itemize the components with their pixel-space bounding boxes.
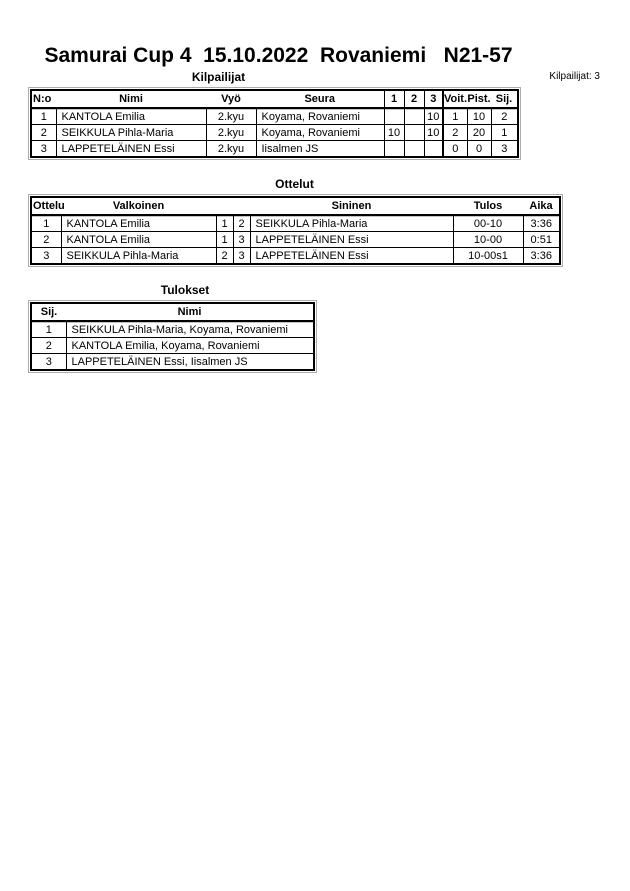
table-row (31, 108, 518, 125)
match-time: 3:36 (523, 215, 560, 232)
wins-value: 2 (443, 125, 467, 141)
wins-value: 0 (443, 141, 467, 158)
header-points: Pist. (467, 90, 491, 108)
result-place: 3 (31, 354, 66, 371)
match-result: 00-10 (453, 215, 523, 232)
matches-heading: Ottelut (275, 177, 314, 191)
table-row (31, 338, 314, 354)
results-table (30, 302, 315, 371)
table-row (31, 248, 560, 265)
competitor-name: LAPPETELÄINEN Essi (56, 141, 206, 158)
round-1-score (384, 108, 404, 125)
header-no: N:o (31, 90, 56, 108)
competitor-belt: 2.kyu (206, 108, 256, 125)
competitors-header-row (31, 90, 518, 108)
competitors-table (30, 89, 519, 158)
competitor-name: SEIKKULA Pihla-Maria (56, 125, 206, 141)
table-row (31, 232, 560, 248)
points-value: 20 (467, 125, 491, 141)
wins-value: 1 (443, 108, 467, 125)
competitor-no: 2 (31, 125, 56, 141)
results-heading: Tulokset (160, 283, 210, 297)
round-2-score (404, 108, 424, 125)
white-name: KANTOLA Emilia (61, 232, 216, 248)
results-header-row (31, 303, 314, 321)
competitor-name: KANTOLA Emilia (56, 108, 206, 125)
points-value: 0 (467, 141, 491, 158)
header-round-2: 2 (404, 90, 424, 108)
points-value: 10 (467, 108, 491, 125)
competitors-count-label: Kilpailijat: 3 (549, 71, 600, 82)
competitor-belt: 2.kyu (206, 125, 256, 141)
match-no: 1 (31, 215, 61, 232)
blue-name: LAPPETELÄINEN Essi (250, 248, 453, 265)
competitor-club: Koyama, Rovaniemi (256, 108, 384, 125)
round-2-score (404, 141, 424, 158)
header-white-no (216, 197, 233, 215)
white-name: KANTOLA Emilia (61, 215, 216, 232)
header-wins: Voit. (443, 90, 467, 108)
header-white: Valkoinen (61, 197, 216, 215)
match-time: 3:36 (523, 248, 560, 265)
table-row (31, 321, 314, 338)
header-round-1: 1 (384, 90, 404, 108)
header-place: Sij. (491, 90, 518, 108)
blue-name: LAPPETELÄINEN Essi (250, 232, 453, 248)
white-no: 1 (216, 232, 233, 248)
competitor-no: 3 (31, 141, 56, 158)
header-time: Aika (523, 197, 560, 215)
header-belt: Vyö (206, 90, 256, 108)
matches-table (30, 196, 561, 265)
match-no: 3 (31, 248, 61, 265)
round-3-score: 10 (424, 125, 443, 141)
competitor-club: Koyama, Rovaniemi (256, 125, 384, 141)
competitor-club: Iisalmen JS (256, 141, 384, 158)
result-name: LAPPETELÄINEN Essi, Iisalmen JS (66, 354, 314, 371)
place-value: 3 (491, 141, 518, 158)
header-name: Nimi (66, 303, 314, 321)
match-time: 0:51 (523, 232, 560, 248)
match-result: 10-00 (453, 232, 523, 248)
result-place: 2 (31, 338, 66, 354)
result-name: KANTOLA Emilia, Koyama, Rovaniemi (66, 338, 314, 354)
place-value: 1 (491, 125, 518, 141)
white-no: 1 (216, 215, 233, 232)
round-3-score: 10 (424, 108, 443, 125)
match-no: 2 (31, 232, 61, 248)
header-match-no: Ottelu (31, 197, 61, 215)
white-name: SEIKKULA Pihla-Maria (61, 248, 216, 265)
table-row (31, 354, 314, 371)
match-result: 10-00s1 (453, 248, 523, 265)
competitors-heading: Kilpailijat (191, 70, 246, 84)
table-row (31, 215, 560, 232)
header-round-3: 3 (424, 90, 443, 108)
result-name: SEIKKULA Pihla-Maria, Koyama, Rovaniemi (66, 321, 314, 338)
matches-header-row (31, 197, 560, 215)
competitor-belt: 2.kyu (206, 141, 256, 158)
table-row (31, 141, 518, 158)
page-title: Samurai Cup 4 15.10.2022 Rovaniemi N21-57 (44, 44, 513, 67)
header-club: Seura (256, 90, 384, 108)
table-row (31, 125, 518, 141)
header-place: Sij. (31, 303, 66, 321)
header-result: Tulos (453, 197, 523, 215)
header-name: Nimi (56, 90, 206, 108)
round-1-score: 10 (384, 125, 404, 141)
blue-no: 3 (233, 232, 250, 248)
result-place: 1 (31, 321, 66, 338)
round-2-score (404, 125, 424, 141)
round-1-score (384, 141, 404, 158)
blue-no: 2 (233, 215, 250, 232)
white-no: 2 (216, 248, 233, 265)
blue-name: SEIKKULA Pihla-Maria (250, 215, 453, 232)
round-3-score (424, 141, 443, 158)
competitor-no: 1 (31, 108, 56, 125)
blue-no: 3 (233, 248, 250, 265)
place-value: 2 (491, 108, 518, 125)
header-blue: Sininen (250, 197, 453, 215)
header-blue-no (233, 197, 250, 215)
